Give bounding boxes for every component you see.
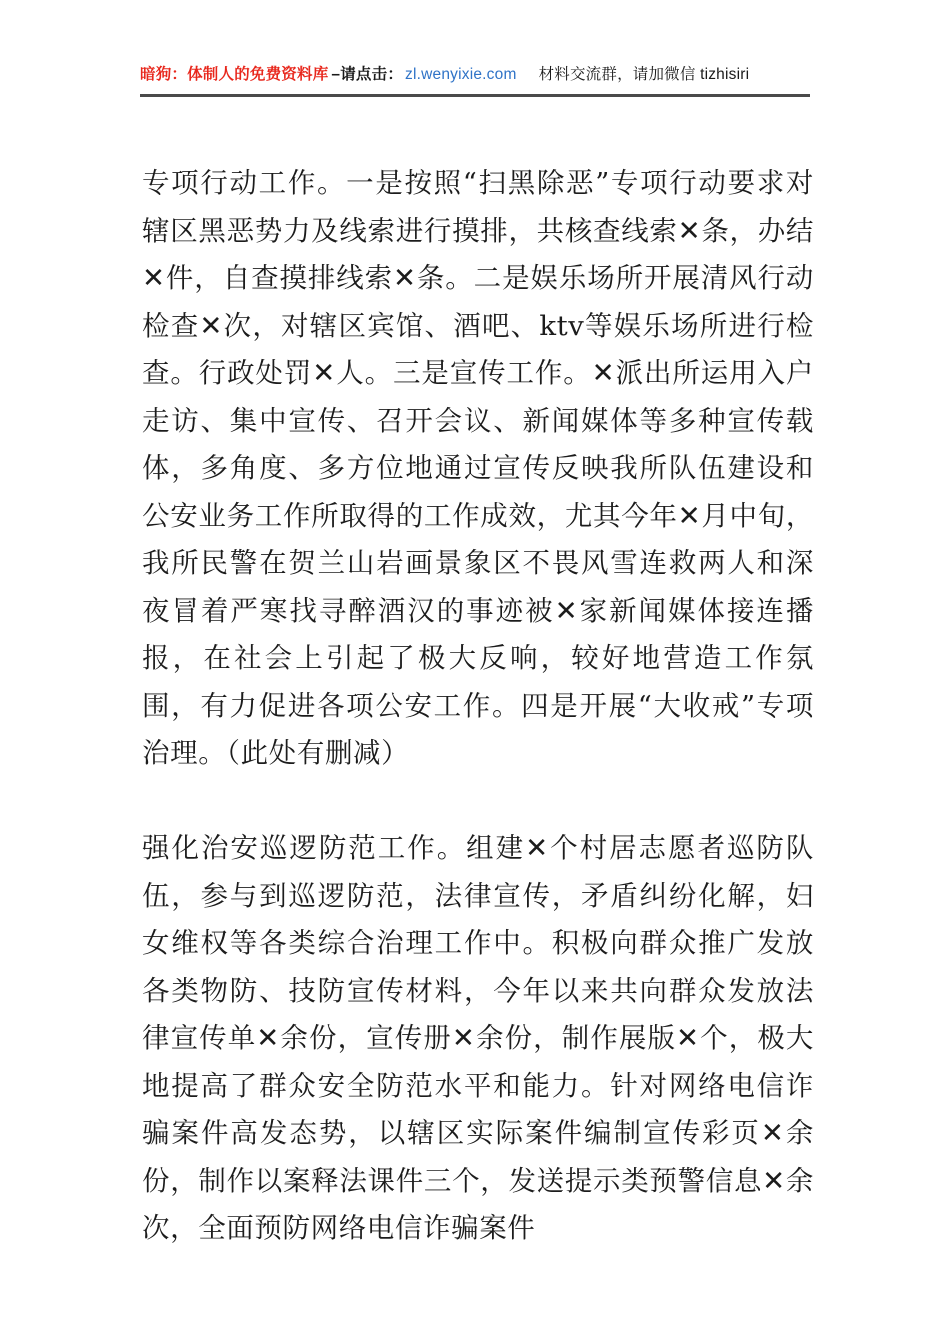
header-divider xyxy=(140,94,810,97)
promo-separator-text: –请点击： xyxy=(331,66,404,84)
promo-website-link[interactable]: zl.wenyixie.com xyxy=(405,66,517,84)
document-body xyxy=(142,160,814,1253)
body-paragraph: 强化治安巡逻防范工作。组建✕个村居志愿者巡防队伍，参与到巡逻防范，法律宣传，矛盾纠纷化解，妇女维权等各类综合治理工作中。积极向群众推广发放各类物防、技防宣传材料，今年以来共向群众发放法律宣传单✕余份，宣传册✕余份，制作展版✕个，极大地提高了群众安全防范水平和能力。针对网络电信诈骗案件高发态势，以辖区实际案件编制宣传彩页✕余份，制作以案释法课件三个，发送提示类预警信息✕余次，全面预防网络电信诈骗案件 xyxy=(142,832,814,1244)
promo-wechat-note: 材料交流群，请加微信 tizhisiri xyxy=(538,66,750,84)
promo-banner xyxy=(140,58,810,92)
body-paragraph: 专项行动工作。一是按照“扫黑除恶”专项行动要求对辖区黑恶势力及线索进行摸排，共核查线索✕条，办结✕件，自查摸排线索✕条。二是娱乐场所开展清风行动检查✕次，对辖区宾馆、酒吧、ktv等娱乐场所进行检查。行政处罚✕人。三是宣传工作。✕派出所运用入户走访、集中宣传、召开会议、新闻媒体等多种宣传载体，多角度、多方位地通过宣传反映我所队伍建设和公安业务工作所取得的工作成效，尤其今年✕月中旬，我所民警在贺兰山岩画景象区不畏风雪连救两人和深夜冒着严寒找寻醉酒汉的事迹被✕家新闻媒体接连播报，在社会上引起了极大反响，较好地营造工作氛围，有力促进各项公安工作。四是开展“大收戒”专项治理。（此处有删减） xyxy=(142,167,814,769)
promo-brand-text: 暗狗：体制人的免费资料库 xyxy=(140,66,329,84)
